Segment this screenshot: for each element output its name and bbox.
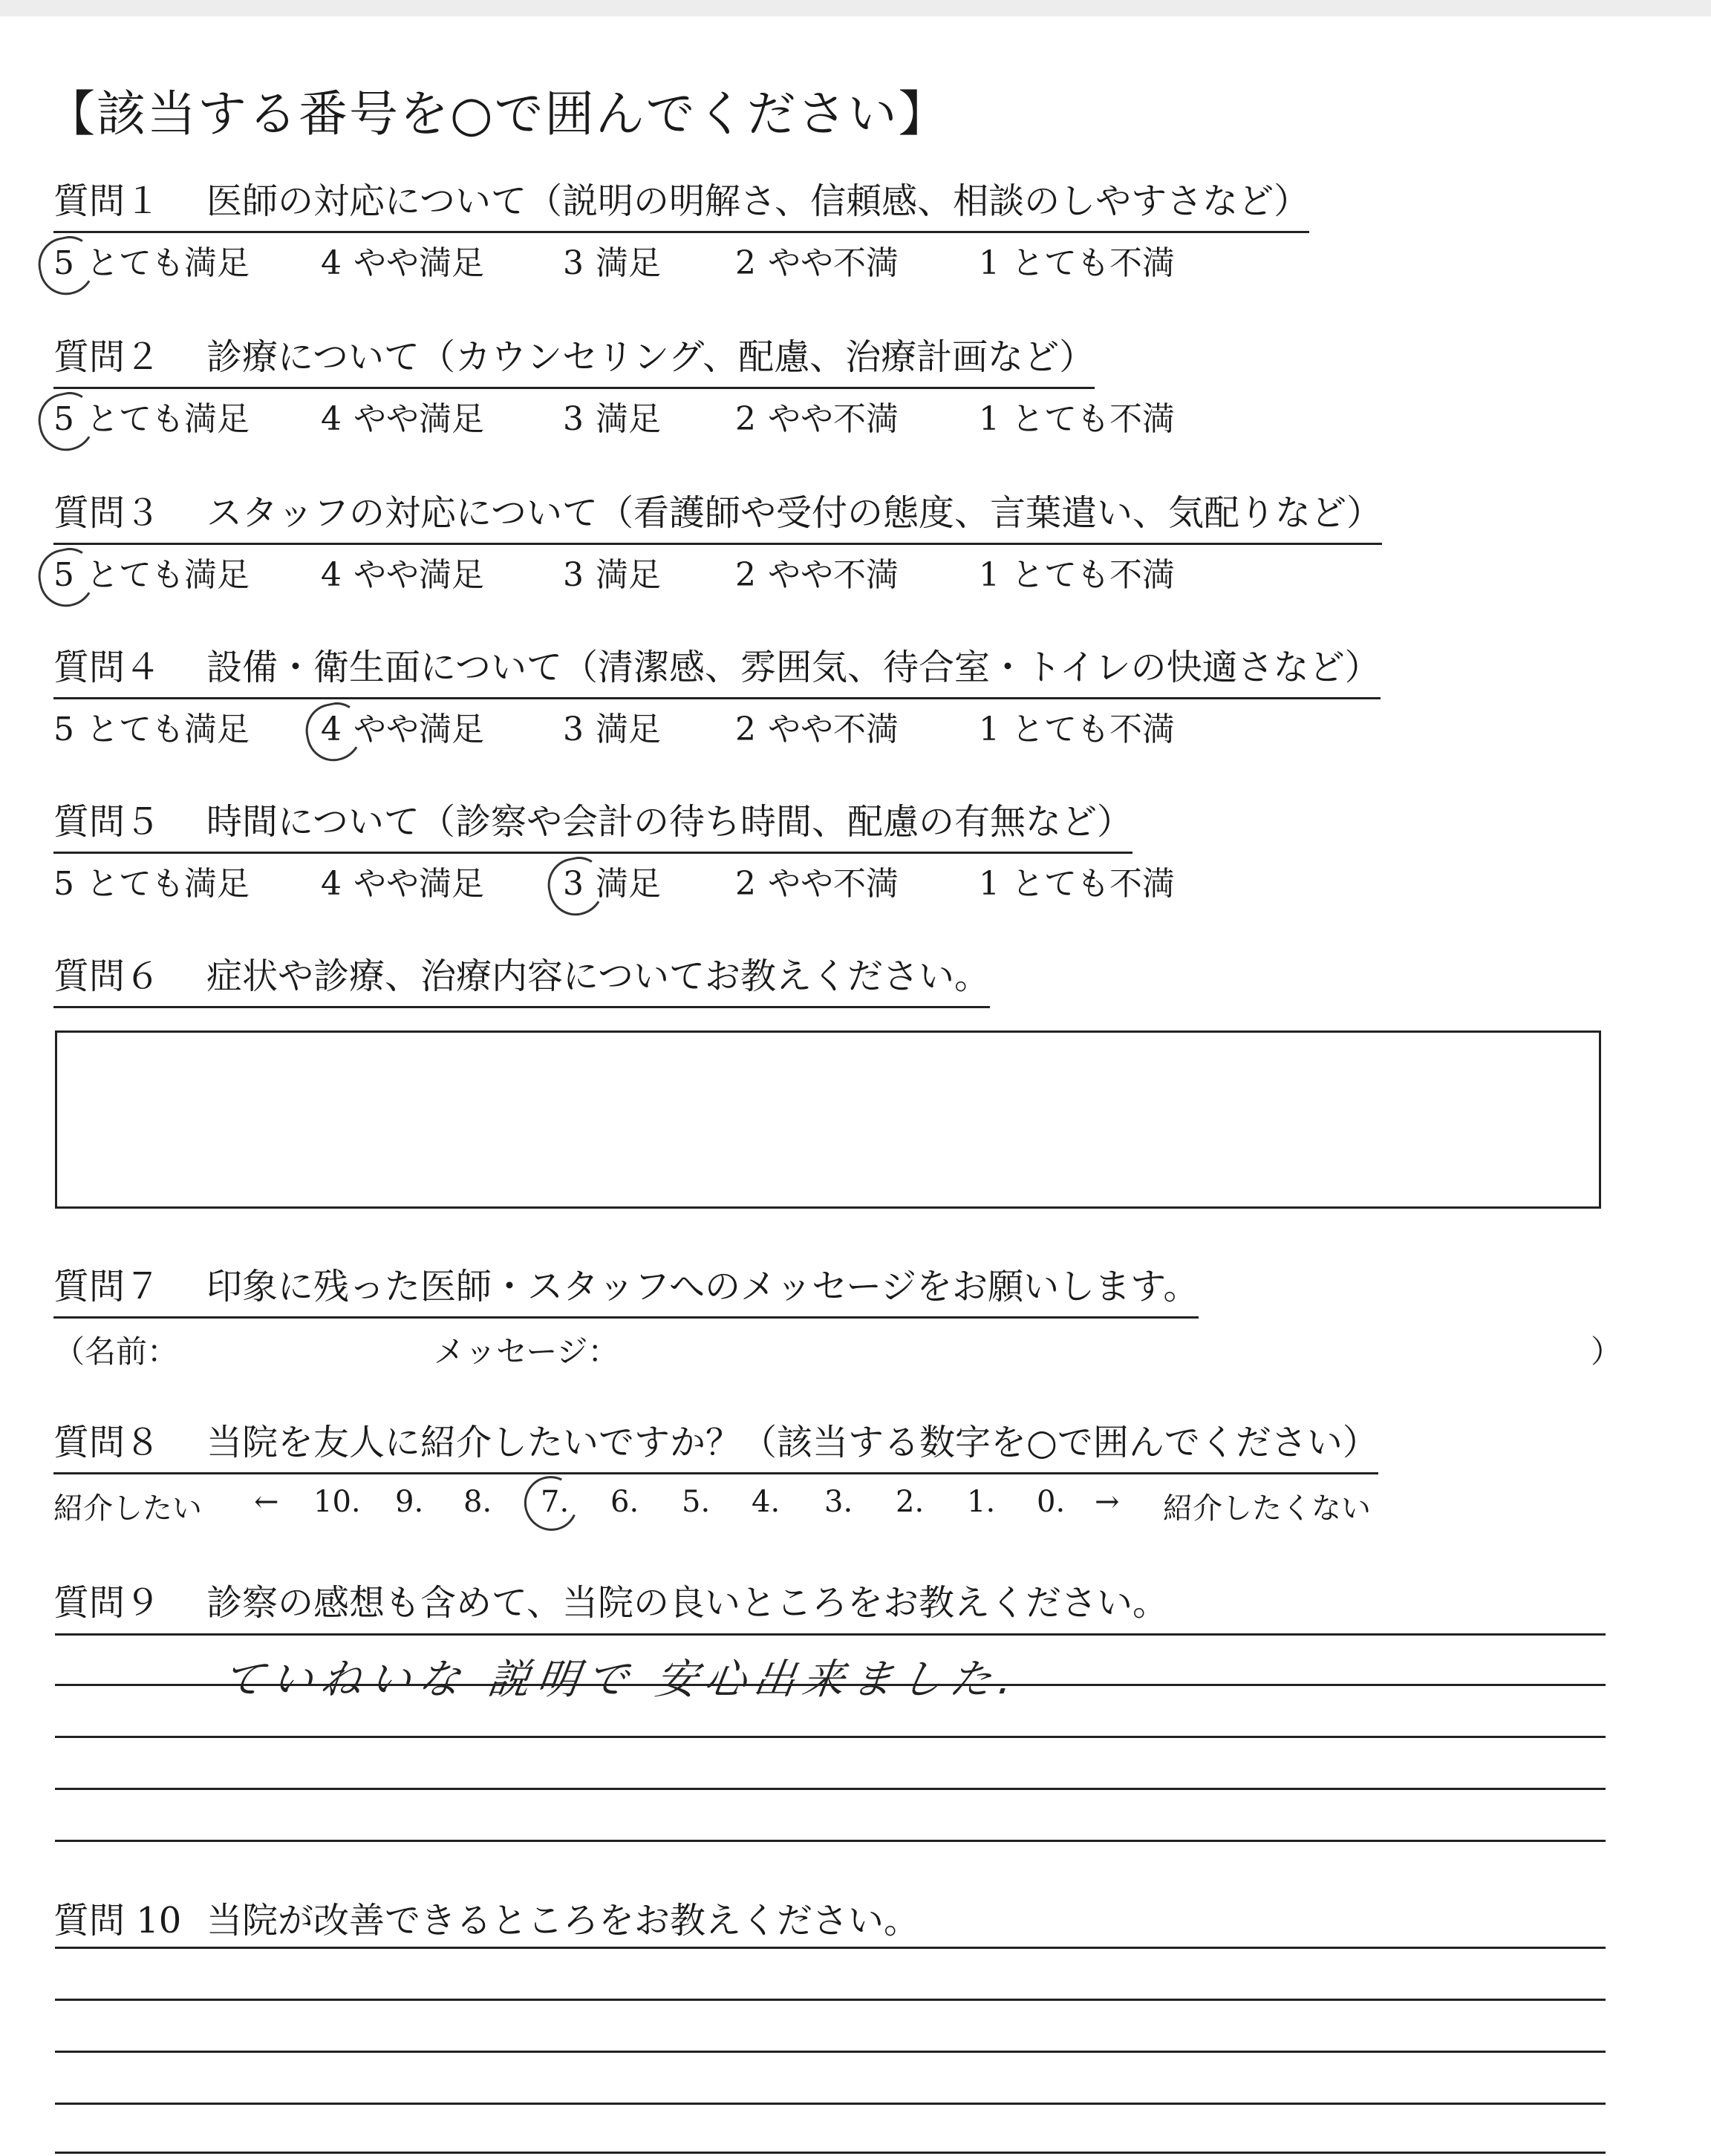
recommend-score-9[interactable]: 9.	[395, 1485, 424, 1519]
rating-option-1[interactable]	[979, 548, 1175, 595]
question-number: 質問７	[53, 1266, 161, 1307]
name-label: （名前：	[53, 1333, 179, 1370]
rating-number: 2	[735, 556, 756, 594]
answer-line[interactable]	[55, 1840, 1606, 1842]
rating-label: とても満足	[86, 710, 250, 748]
recommend-score-4[interactable]: 4.	[752, 1485, 780, 1519]
rating-number: 2	[735, 244, 756, 282]
rating-option-2[interactable]	[735, 702, 899, 750]
answer-line[interactable]	[55, 2103, 1606, 2105]
answer-line[interactable]	[55, 1947, 1606, 1949]
question-7-title	[53, 1258, 1199, 1319]
instruction-header: 【該当する番号を○で囲んでください】	[46, 85, 949, 143]
question-10-title	[53, 1892, 919, 1950]
question-4-scale	[53, 702, 1242, 747]
question-text: 設備・衛生面について（清潔感、雰囲気、待合室・トイレの快適さなど）	[206, 647, 1381, 688]
answer-line[interactable]	[55, 1788, 1606, 1790]
recommend-score-8[interactable]: 8.	[463, 1485, 492, 1519]
selection-circle	[33, 543, 101, 612]
question-number: 質問５	[53, 801, 161, 843]
rating-number: 5	[53, 556, 80, 594]
rating-label: とても不満	[1011, 400, 1175, 438]
rating-number: 1	[979, 556, 1000, 594]
selection-circle	[517, 1469, 586, 1538]
rating-label: 満足	[596, 556, 661, 594]
rating-option-2[interactable]	[735, 548, 899, 595]
rating-number: 4	[321, 865, 342, 903]
rating-option-3[interactable]	[563, 702, 661, 750]
rating-number: 4	[321, 556, 342, 594]
question-number: 質問１	[53, 180, 161, 222]
rating-option-3[interactable]	[563, 857, 661, 904]
rating-label: とても不満	[1011, 710, 1175, 748]
recommend-score-6[interactable]: 6.	[610, 1485, 639, 1519]
question-9-handwritten-answer: ていねいな 説明で 安心出来ました.	[218, 1656, 1023, 1704]
question-text: 当院を友人に紹介したいですか？（該当する数字を○で囲んでください）	[206, 1422, 1378, 1463]
rating-label: やや不満	[768, 244, 899, 282]
question-text: 症状や診療、治療内容についてお教えください。	[206, 956, 991, 997]
left-arrow-icon: ←	[254, 1485, 279, 1519]
question-number: 質問 10	[53, 1900, 182, 1941]
rating-label: やや満足	[353, 865, 484, 903]
rating-option-1[interactable]	[979, 236, 1175, 284]
rating-label: 満足	[596, 710, 661, 748]
message-label: メッセージ：	[434, 1333, 619, 1370]
question-number: 質問２	[53, 336, 161, 378]
rating-number: 3	[563, 710, 584, 748]
question-text: 時間について（診察や会計の待ち時間、配慮の有無など）	[206, 801, 1133, 843]
rating-number: 1	[979, 865, 1000, 903]
recommend-score-3[interactable]: 3.	[824, 1485, 853, 1519]
recommend-score-0[interactable]: 0.	[1037, 1485, 1066, 1519]
question-number: 質問３	[53, 492, 161, 534]
question-3-scale	[53, 548, 1242, 592]
rating-number: 2	[735, 400, 756, 438]
rating-label: やや不満	[768, 400, 899, 438]
question-text: スタッフの対応について（看護師や受付の態度、言葉遣い、気配りなど）	[206, 492, 1383, 534]
question-6-answer-box[interactable]	[55, 1030, 1601, 1209]
answer-line[interactable]	[55, 2152, 1606, 2154]
rating-label: とても満足	[86, 556, 250, 594]
rating-option-3[interactable]	[563, 548, 661, 595]
question-9-title	[53, 1574, 1168, 1633]
rating-number: 1	[979, 244, 1000, 282]
rating-number: 3	[563, 556, 584, 594]
rating-label: とても満足	[86, 400, 250, 438]
rating-option-4[interactable]	[321, 702, 484, 750]
question-1-title	[53, 172, 1309, 233]
rating-number: 3	[563, 400, 584, 438]
question-text: 診療について（カウンセリング、配慮、治療計画など）	[206, 336, 1095, 378]
question-text: 医師の対応について（説明の明解さ、信頼感、相談のしやすさなど）	[206, 180, 1310, 222]
question-number: 質問９	[53, 1582, 161, 1624]
rating-option-5[interactable]	[53, 392, 250, 440]
recommend-score-7[interactable]: 7.	[541, 1485, 569, 1519]
selection-circle	[33, 232, 101, 300]
rating-label: やや満足	[353, 400, 484, 438]
rating-label: とても不満	[1011, 865, 1175, 903]
rating-option-5[interactable]	[53, 857, 250, 904]
answer-line[interactable]	[55, 1999, 1606, 2001]
rating-option-5[interactable]	[53, 236, 250, 284]
rating-label: やや不満	[768, 710, 899, 748]
rating-option-2[interactable]	[735, 392, 899, 440]
rating-label: とても不満	[1011, 556, 1175, 594]
rating-option-4[interactable]	[321, 548, 484, 595]
rating-option-1[interactable]	[979, 392, 1175, 440]
close-paren: ）	[1591, 1333, 1623, 1370]
right-arrow-icon: →	[1095, 1485, 1120, 1519]
question-number: 質問４	[53, 647, 161, 688]
question-7-fields	[53, 1327, 1623, 1372]
question-6-title	[53, 947, 990, 1008]
rating-label: とても満足	[86, 244, 250, 282]
rating-option-4[interactable]	[321, 236, 484, 284]
rating-label: とても不満	[1011, 244, 1175, 282]
question-text: 診察の感想も含めて、当院の良いところをお教えください。	[206, 1582, 1169, 1624]
question-text: 当院が改善できるところをお教えください。	[206, 1900, 920, 1941]
recommend-score-2[interactable]: 2.	[896, 1485, 925, 1519]
selection-circle	[301, 698, 368, 766]
question-5-title	[53, 793, 1132, 854]
recommend-score-1[interactable]: 1.	[967, 1485, 996, 1519]
question-number: 質問８	[53, 1422, 161, 1463]
question-2-scale	[53, 392, 1242, 437]
rating-label: やや不満	[768, 865, 899, 903]
recommend-left-label: 紹介したい	[53, 1492, 202, 1526]
rating-number: 4	[321, 710, 348, 748]
rating-option-2[interactable]	[735, 857, 899, 904]
question-4-title	[53, 638, 1381, 699]
rating-number: 1	[979, 710, 1000, 748]
rating-option-5[interactable]	[53, 702, 250, 750]
rating-number: 5	[53, 244, 80, 282]
selection-circle	[33, 388, 101, 456]
rating-number: 3	[563, 244, 584, 282]
rating-option-5[interactable]	[53, 548, 250, 595]
rating-number: 5	[53, 400, 80, 438]
answer-line[interactable]	[55, 1633, 1606, 1636]
rating-label: やや満足	[353, 556, 484, 594]
rating-number: 2	[735, 710, 756, 748]
question-1-scale	[53, 236, 1242, 281]
rating-number: 4	[321, 400, 342, 438]
rating-label: やや不満	[768, 556, 899, 594]
rating-option-2[interactable]	[735, 236, 899, 284]
question-5-scale	[53, 857, 1242, 901]
rating-number: 5	[53, 710, 74, 748]
question-3-title	[53, 484, 1382, 545]
rating-option-1[interactable]	[979, 702, 1175, 750]
rating-number: 3	[563, 865, 590, 903]
answer-line[interactable]	[55, 1736, 1606, 1738]
rating-label: 満足	[596, 865, 661, 903]
rating-option-1[interactable]	[979, 857, 1175, 904]
answer-line[interactable]	[55, 2051, 1606, 2053]
recommend-scale	[53, 1485, 1613, 1529]
rating-option-3[interactable]	[563, 236, 661, 284]
rating-label: 満足	[596, 244, 661, 282]
rating-option-4[interactable]	[321, 392, 484, 440]
question-text: 印象に残った医師・スタッフへのメッセージをお願いします。	[206, 1266, 1199, 1307]
question-8-title	[53, 1414, 1378, 1474]
selection-circle	[543, 852, 610, 921]
question-2-title	[53, 328, 1095, 389]
rating-label: やや満足	[353, 710, 484, 748]
rating-option-4[interactable]	[321, 857, 484, 904]
rating-option-3[interactable]	[563, 392, 661, 440]
recommend-score-5[interactable]: 5.	[682, 1485, 711, 1519]
rating-label: やや満足	[353, 244, 484, 282]
recommend-right-label: 紹介したくない	[1163, 1492, 1371, 1526]
recommend-score-10[interactable]: 10.	[313, 1485, 361, 1519]
rating-label: 満足	[596, 400, 661, 438]
rating-number: 2	[735, 865, 756, 903]
rating-label: とても満足	[86, 865, 250, 903]
answer-line[interactable]	[55, 1684, 1606, 1686]
rating-number: 4	[321, 244, 342, 282]
question-number: 質問６	[53, 956, 161, 997]
rating-number: 1	[979, 400, 1000, 438]
rating-number: 5	[53, 865, 74, 903]
